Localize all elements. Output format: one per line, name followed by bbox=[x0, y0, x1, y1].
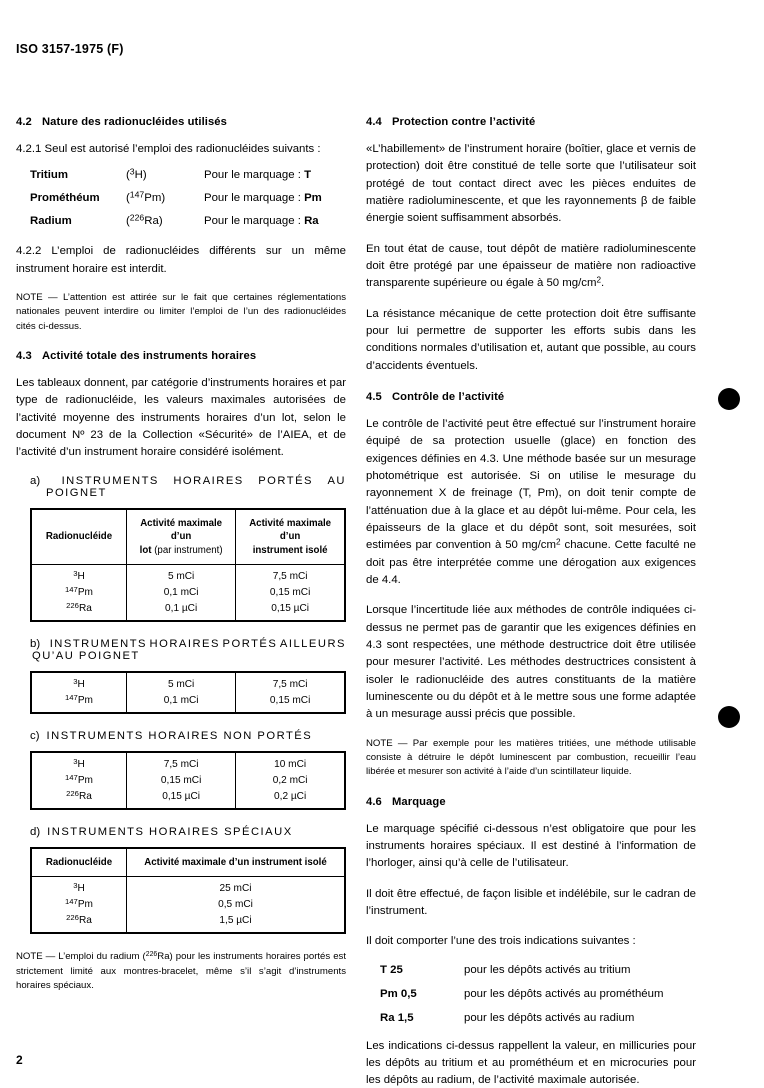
cell-isole: 0,5 mCi bbox=[127, 897, 346, 913]
clause-4-6-paragraph-1: Le marquage spécifié ci-dessous n’est obligatoire que pour les instruments horaires spéciaux. Il est destiné à l’information de l’horloger, ainsi qu’à celle de l’utilisateur. bbox=[366, 822, 696, 870]
table-caption-b: b) INSTRUMENTS HORAIRES PORTÉS AILLEURS QU’AU POIGNET bbox=[30, 637, 346, 662]
table-row bbox=[31, 584, 345, 600]
clause-heading-4-5 bbox=[366, 391, 696, 403]
cell-nuclide: $^{226}$Ra bbox=[31, 913, 127, 934]
nuclide-name: Radium bbox=[30, 215, 72, 228]
cell-lot: 0,1 µCi bbox=[127, 600, 236, 621]
right-column bbox=[366, 116, 696, 1088]
nuclide-row-radium bbox=[16, 212, 346, 228]
clause-4-4-paragraph-3: La résistance mécanique de cette protection doit être suffisante pour lui permettre de supporter les efforts subis dans les conditions normales d’utilisation et, autant que possible, au cours d’accidents éventuels. bbox=[366, 307, 696, 372]
clause-4-2-2-text: L’emploi de radionucléides différents sur un même instrument horaire est interdit. bbox=[16, 245, 346, 275]
column-header-radionuclide: Radionucléide bbox=[31, 848, 127, 877]
marking-row-radium bbox=[366, 1012, 696, 1024]
clause-heading-4-4 bbox=[366, 116, 696, 128]
clause-4-5-paragraph-1: Le contrôle de l’activité peut être effectué sur l’instrument horaire équipé de sa protection usuelle (glace) en fonction des exigences définies en 4.3. Une méthode basée sur un mesurage photométrique est autorisée. Si on utilise le mesurage du rayonnement X de freinage (T, Pm), on doit tenir compte de l’atténuation due à la glace et au dépôt lui-même. Pour cela, les épaisseurs de la glace et du dépôt sont, soit mesurées, soit estimées par convention à 50 $mg/cm^2$ chacune. Cette faculté ne doit pas être interprétée comme une dérogation aux exigences de 4.4. bbox=[366, 417, 696, 586]
table-row bbox=[31, 772, 345, 788]
marking-code: Ra 1,5 bbox=[380, 1011, 414, 1024]
column-header-single-instrument-activity: Activité maximale d’un instrument isolé bbox=[127, 848, 346, 877]
marking-description: pour les dépôts activés au radium bbox=[464, 1011, 635, 1024]
clause-number-4-3: 4.3 bbox=[16, 350, 32, 363]
cell-lot: 5 mCi bbox=[127, 672, 236, 693]
table-letter-b: b) bbox=[30, 637, 41, 650]
cell-nuclide: $^{226}$Ra bbox=[31, 788, 127, 809]
table-letter-a: a) bbox=[30, 474, 41, 487]
note-radium-restriction: NOTE — L’emploi du radium ($^{226}$Ra) pour les instruments horaires portés est strictement limité aux montres-bracelet, même s’il s’agit d’instruments horaires spéciaux. bbox=[16, 951, 347, 992]
clause-title-4-5: Contrôle de l’activité bbox=[392, 390, 505, 403]
cell-nuclide: $^3$H bbox=[31, 564, 127, 584]
cell-isole: 0,15 mCi bbox=[236, 692, 345, 713]
table-row bbox=[31, 877, 345, 897]
table-caption-d bbox=[16, 826, 346, 838]
nuclide-marking: Pour le marquage : T bbox=[204, 169, 312, 182]
cell-nuclide: $^{147}$Pm bbox=[31, 772, 127, 788]
punch-mark-upper bbox=[718, 388, 740, 410]
cell-nuclide: $^{147}$Pm bbox=[31, 897, 127, 913]
cell-isole: 0,15 mCi bbox=[236, 584, 345, 600]
table-activity-special bbox=[30, 847, 346, 934]
cell-lot: 0,15 µCi bbox=[127, 788, 236, 809]
marking-code: Pm 0,5 bbox=[380, 987, 417, 1000]
note-tritiated-materials: NOTE — Par exemple pour les matières tritiées, une méthode utilisable consiste à détruire le dépôt luminescent par combustion, recueillir l’eau libérée et mesurer son activité à l’aide d’un scintillateur liquide. bbox=[366, 737, 696, 778]
table-letter-c: c) bbox=[30, 729, 40, 742]
table-activity-other-worn bbox=[30, 671, 346, 714]
nuclide-name: Tritium bbox=[30, 169, 68, 182]
table-row bbox=[31, 600, 345, 621]
clause-number-4-5: 4.5 bbox=[366, 390, 382, 403]
table-activity-wrist-worn bbox=[30, 508, 346, 622]
clause-4-2-1-paragraph bbox=[16, 141, 346, 158]
punch-mark-lower bbox=[718, 706, 740, 728]
table-caption-c bbox=[16, 730, 346, 742]
note-national-regulations: NOTE — L’attention est attirée sur le fait que certaines réglementations nationales peuvent interdire ou limiter l’emploi de l’un des radionucléides cités ci-dessus. bbox=[16, 291, 346, 332]
table-row bbox=[31, 672, 345, 693]
table-caption-c-text: INSTRUMENTS HORAIRES NON PORTÉS bbox=[46, 729, 313, 742]
cell-lot: 0,15 mCi bbox=[127, 772, 236, 788]
cell-nuclide: $^3$H bbox=[31, 877, 127, 897]
table-row bbox=[31, 897, 345, 913]
table-header-row bbox=[31, 848, 345, 877]
cell-lot: 0,1 mCi bbox=[127, 692, 236, 713]
marking-description: pour les dépôts activés au prométhéum bbox=[464, 987, 664, 1000]
clause-4-2-1-text: Seul est autorisé l’emploi des radionucléides suivants : bbox=[44, 143, 321, 155]
clause-4-6-paragraph-2: Il doit être effectué, de façon lisible et indélébile, sur le cadran de l’instrument. bbox=[366, 887, 696, 917]
nuclide-symbol: ($^{147}$Pm) bbox=[126, 189, 166, 205]
nuclide-row-promethium bbox=[16, 189, 346, 205]
cell-lot: 5 mCi bbox=[127, 564, 236, 584]
clause-heading-4-6 bbox=[366, 796, 696, 808]
cell-isole: 7,5 mCi bbox=[236, 672, 345, 693]
nuclide-marking: Pour le marquage : Ra bbox=[204, 215, 319, 228]
clause-4-6-paragraph-3: Il doit comporter l’une des trois indications suivantes : bbox=[366, 935, 636, 948]
left-column bbox=[16, 116, 346, 1006]
cell-isole: 25 mCi bbox=[127, 877, 346, 897]
page-number: 2 bbox=[16, 1053, 23, 1067]
column-header-radionuclide: Radionucléide bbox=[31, 509, 127, 565]
clause-4-4-paragraph-2: En tout état de cause, tout dépôt de matière radioluminescente doit être protégé par une épaisseur de matière non radioactive transparente supérieure ou égale à 50 $mg/cm^2$. bbox=[366, 242, 696, 290]
column-header-single-instrument-activity: Activité maximale d’un instrument isolé bbox=[236, 509, 345, 565]
cell-nuclide: $^3$H bbox=[31, 752, 127, 773]
table-row bbox=[31, 752, 345, 773]
marking-code: T 25 bbox=[380, 963, 403, 976]
clause-4-2-2-paragraph bbox=[16, 243, 346, 278]
clause-title-4-6: Marquage bbox=[392, 795, 446, 808]
nuclide-name: Prométhéum bbox=[30, 192, 100, 205]
clause-4-5-paragraph-2: Lorsque l’incertitude liée aux méthodes de contrôle indiquées ci-dessus ne permet pas de garantir que les exigences définies en 4.3 sont respectées, une méthode destructrice doit être utilisée pour mesurer l’activité. Les méthodes destructrices consistent à isoler le radionucléide des autres constituants de la matière luminescente ou du dépôt et à le mettre sous une forme adaptée à un mesurage aussi précis que possible. bbox=[366, 604, 696, 721]
table-caption-a: a) INSTRUMENTS HORAIRES PORTÉS AU POIGNET bbox=[30, 474, 346, 499]
cell-isole: 0,2 mCi bbox=[236, 772, 345, 788]
table-row bbox=[31, 692, 345, 713]
clause-4-4-paragraph-1: «L’habillement» de l’instrument horaire (boîtier, glace et vernis de protection) doit être constitué de telle sorte que l’utilisateur soit protégé de tout contact direct avec les pièces enduites de matière radioluminescente, et que les rayonnements β de faible énergie soient suffisamment absorbés. bbox=[366, 143, 696, 225]
clause-number-4-4: 4.4 bbox=[366, 116, 382, 128]
cell-nuclide: $^3$H bbox=[31, 672, 127, 693]
clause-heading-4-3 bbox=[16, 350, 346, 362]
clause-number-4-2-2: 4.2.2 bbox=[16, 245, 42, 258]
document-header-reference: ISO 3157-1975 (F) bbox=[16, 42, 124, 56]
marking-row-tritium bbox=[366, 964, 696, 976]
clause-4-6-paragraph-4: Les indications ci-dessus rappellent la valeur, en millicuries pour les dépôts au tritium et au prométhéum et en microcuries pour les dépôts au radium, de l’activité maximale autorisée. bbox=[366, 1039, 696, 1087]
marking-description: pour les dépôts activés au tritium bbox=[464, 963, 631, 976]
table-row bbox=[31, 913, 345, 934]
clause-number-4-2: 4.2 bbox=[16, 116, 32, 128]
nuclide-marking: Pour le marquage : Pm bbox=[204, 192, 322, 205]
table-row bbox=[31, 788, 345, 809]
table-caption-d-text: INSTRUMENTS HORAIRES SPÉCIAUX bbox=[47, 825, 293, 838]
marking-row-promethium bbox=[366, 988, 696, 1000]
cell-lot: 7,5 mCi bbox=[127, 752, 236, 773]
cell-nuclide: $^{147}$Pm bbox=[31, 584, 127, 600]
table-activity-not-worn bbox=[30, 751, 346, 810]
cell-nuclide: $^{147}$Pm bbox=[31, 692, 127, 713]
cell-nuclide: $^{226}$Ra bbox=[31, 600, 127, 621]
cell-isole: 0,15 µCi bbox=[236, 600, 345, 621]
cell-isole: 0,2 µCi bbox=[236, 788, 345, 809]
nuclide-symbol: ($^{226}$Ra) bbox=[126, 212, 163, 228]
nuclide-row-tritium bbox=[16, 166, 346, 182]
cell-lot: 0,1 mCi bbox=[127, 584, 236, 600]
cell-isole: 10 mCi bbox=[236, 752, 345, 773]
clause-number-4-2-1: 4.2.1 bbox=[16, 143, 42, 155]
table-row bbox=[31, 564, 345, 584]
column-header-lot-activity: Activité maximale d’un lot (par instrument) bbox=[127, 509, 236, 565]
nuclide-symbol: ($^3$H) bbox=[126, 166, 147, 182]
clause-heading-4-2 bbox=[16, 116, 346, 128]
clause-4-3-intro: Les tableaux donnent, par catégorie d’instruments horaires et par type de radionucléide, les valeurs maximales autorisées de l’activité moyenne des instruments horaires d’un lot, selon le document Nº 23 de la Collection «Sécurité» de l’AIEA, et de l’activité d’un instrument horaire considéré isolément. bbox=[16, 377, 346, 459]
clause-title-4-3: Activité totale des instruments horaires bbox=[42, 350, 257, 363]
table-letter-d: d) bbox=[30, 825, 41, 838]
clause-title-4-2: Nature des radionucléides utilisés bbox=[42, 116, 227, 128]
cell-isole: 1,5 µCi bbox=[127, 913, 346, 934]
clause-title-4-4: Protection contre l’activité bbox=[392, 116, 536, 128]
table-header-row bbox=[31, 509, 345, 565]
cell-isole: 7,5 mCi bbox=[236, 564, 345, 584]
clause-number-4-6: 4.6 bbox=[366, 795, 382, 808]
